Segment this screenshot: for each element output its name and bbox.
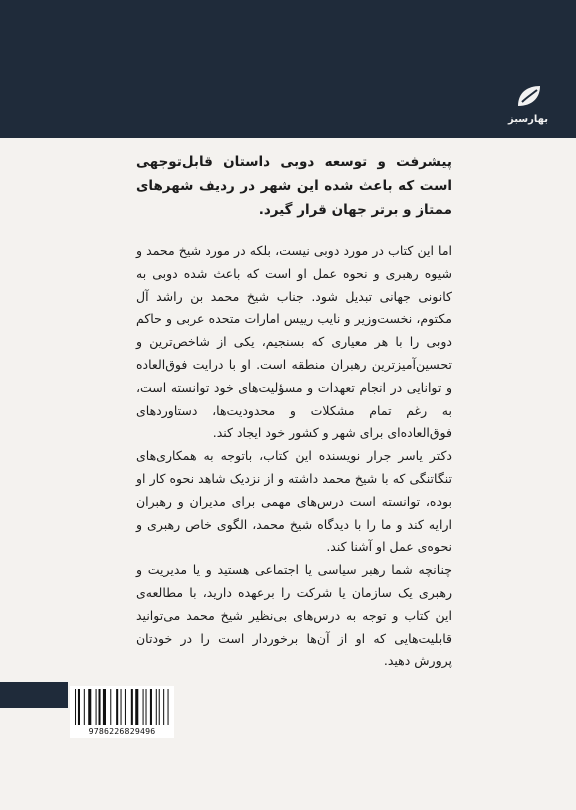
lead-paragraph: پیشرفت و توسعه دوبی داستان قابل‌توجهی است که باعث شده این شهر در ردیف شهرهای ممتاز و برتر جهان قرار گیرد. (136, 154, 452, 218)
barcode-bar (75, 689, 76, 725)
publisher-logo (504, 80, 552, 128)
barcode-bar (88, 689, 91, 725)
barcode-bars-icon (74, 689, 170, 725)
barcode-bar (96, 689, 97, 725)
leaf-logo-icon (512, 80, 544, 112)
barcode-bar (110, 689, 111, 725)
barcode-bar (131, 689, 133, 725)
barcode-bar (163, 689, 164, 725)
body-paragraph-1: اما این کتاب در مورد دوبی نیست، بلکه در مورد شیخ محمد و شیوه رهبری و نحوه عمل او است که باعث شده دوبی به کانونی جهانی تبدیل شود. جناب شیخ محمد بن راشد آل مکتوم، نخست‌وزیر و نایب رییس امارات متحده عربی و حاکم دوبی را با هر معیاری که بسنجیم، یکی از شاخص‌ترین و تحسین‌آمیزترین رهبران منطقه است. او با درایت فوق‌العاده و توانایی در انجام تعهدات و مسؤلیت‌های خود توانسته است، به رغم تمام مشکلات و محدودیت‌ها، دستاوردهای فوق‌العاده‌ای برای شهر و کشور خود ایجاد کند. (136, 243, 452, 441)
barcode-bar (159, 689, 160, 725)
barcode-bar (156, 689, 157, 725)
body-paragraph-2: دکتر یاسر جرار نویسنده این کتاب، باتوجه به همکاری‌های تنگاتنگی که با شیخ محمد داشته و از نزدیک شاهد نحوه کار او بوده، توانسته است درس‌های مهمی برای مدیران و رهبران ارایه کند و ما را با دیدگاه شیخ محمد، الگوی خاص رهبری و نحوه‌ی عمل او آشنا کند. (136, 448, 452, 555)
barcode-bar (143, 689, 144, 725)
barcode-bar (135, 689, 138, 725)
bottom-color-band (0, 682, 68, 708)
top-color-band (0, 0, 576, 138)
barcode-bar (84, 689, 85, 725)
publisher-name: بهارسبز (507, 114, 548, 125)
isbn-barcode (70, 686, 174, 738)
isbn-number: 9786226829496 (88, 726, 156, 736)
barcode-bar (168, 689, 169, 725)
barcode-bar (116, 689, 118, 725)
barcode-bar (150, 689, 152, 725)
barcode-bar (125, 689, 126, 725)
body-paragraph-3: چنانچه شما رهبر سیاسی یا اجتماعی هستید و یا مدیریت و رهبری یک سازمان یا شرکت را برعهده دارید، با مطالعه‌ی این کتاب و توجه به درس‌های بی‌نظیر شیخ محمد می‌توانید قابلیت‌هایی که او از آن‌ها برخوردار است را در خودتان پرورش دهید. (136, 562, 452, 669)
barcode-bar (121, 689, 122, 725)
barcode-bar (78, 689, 80, 725)
back-cover-text (136, 150, 452, 673)
barcode-bar (146, 689, 147, 725)
barcode-bar (99, 689, 101, 725)
barcode-bar (103, 689, 106, 725)
